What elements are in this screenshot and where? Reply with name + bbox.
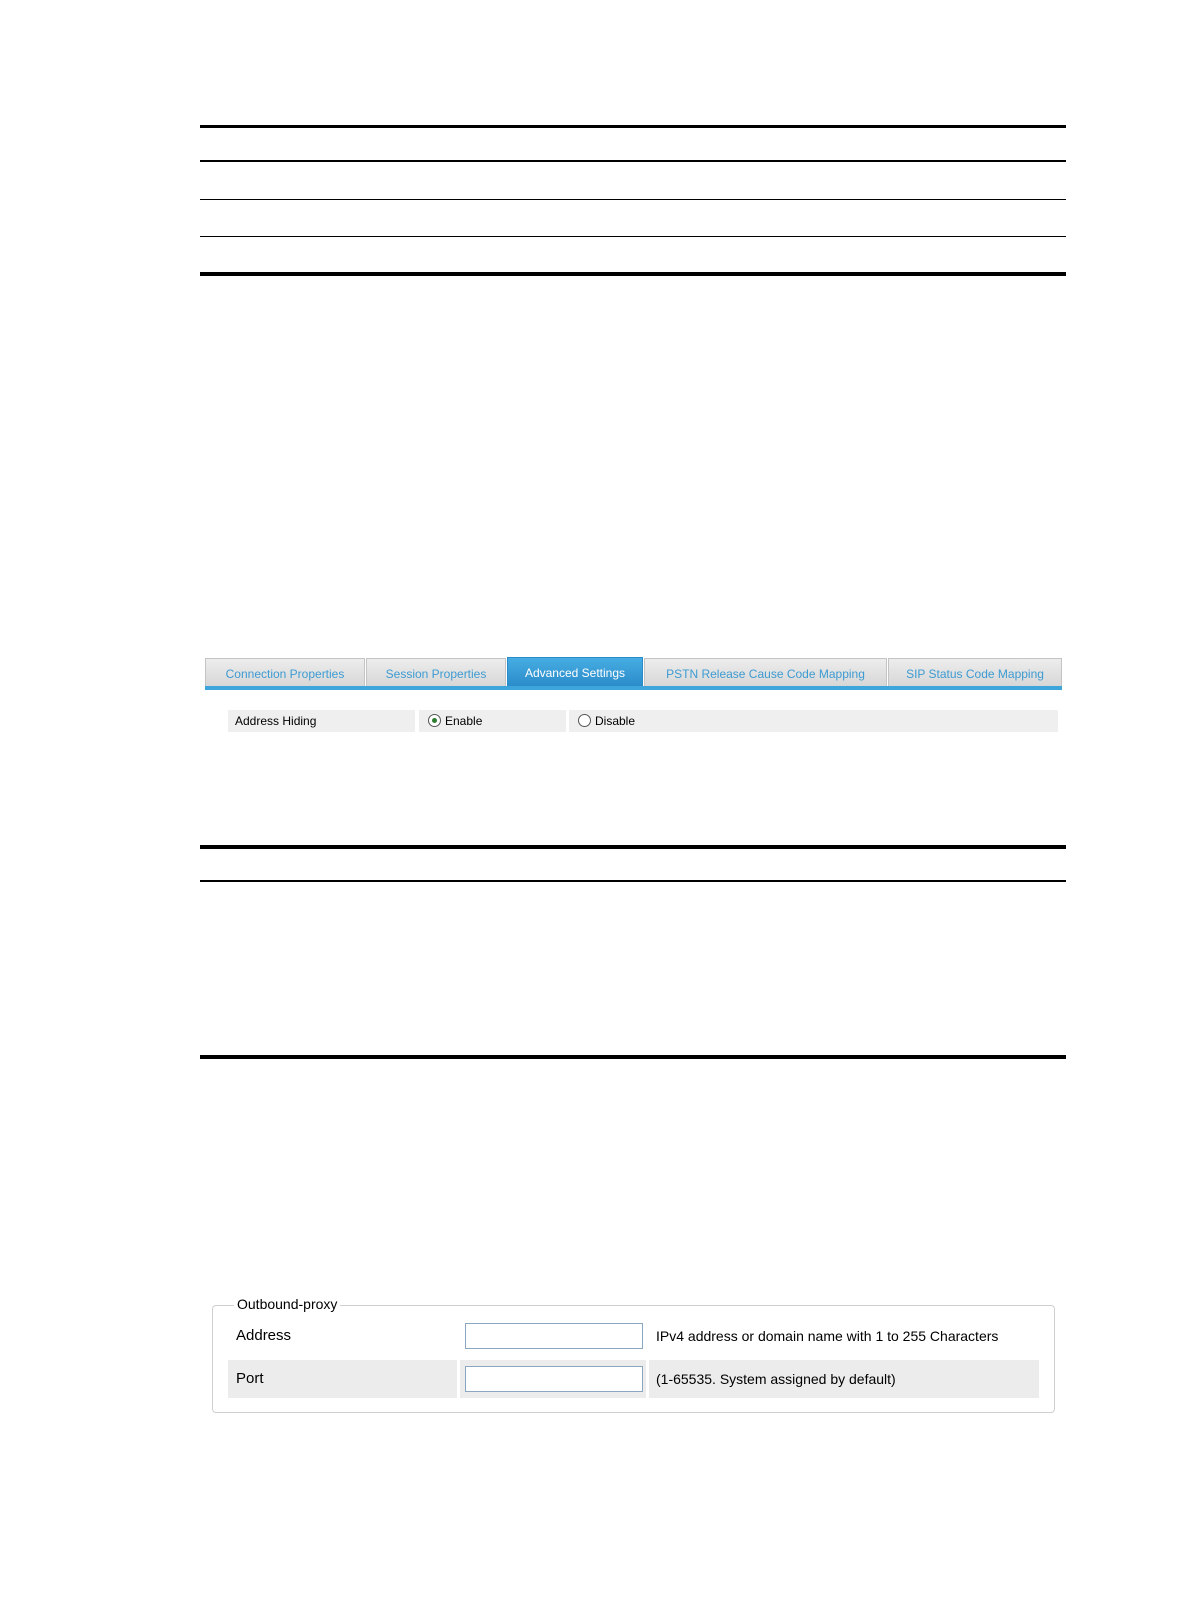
port-hint: (1-65535. System assigned by default): [656, 1371, 896, 1387]
table-bottom-border: [200, 1055, 1066, 1059]
tab-pstn-release-cause-code-mapping[interactable]: PSTN Release Cause Code Mapping: [644, 658, 887, 687]
enable-radio[interactable]: [428, 714, 441, 727]
tab-underline: [205, 686, 1062, 690]
outbound-proxy-legend: Outbound-proxy: [234, 1295, 340, 1313]
port-label: Port: [236, 1370, 264, 1387]
address-label: Address: [236, 1327, 292, 1344]
port-input[interactable]: [465, 1366, 643, 1392]
address-input[interactable]: [465, 1323, 643, 1349]
disable-radio-option[interactable]: [578, 714, 635, 728]
address-hiding-label: Address Hiding: [235, 714, 317, 728]
disable-radio-label: Disable: [595, 714, 636, 728]
enable-radio-option[interactable]: [428, 714, 482, 728]
tab-advanced-settings[interactable]: Advanced Settings: [507, 657, 643, 687]
address-hiding-label-cell: [228, 710, 415, 732]
table-row-divider: [200, 236, 1066, 237]
disable-radio[interactable]: [578, 714, 591, 727]
tab-connection-properties[interactable]: Connection Properties: [205, 658, 365, 687]
table-header-divider: [200, 160, 1066, 162]
tab-sip-status-code-mapping[interactable]: SIP Status Code Mapping: [888, 658, 1062, 687]
address-hiding-disable-cell: [569, 710, 1058, 732]
table-row-divider: [200, 199, 1066, 200]
address-hiding-enable-cell: [419, 710, 566, 732]
table-header-divider: [200, 880, 1066, 882]
tab-session-properties[interactable]: Session Properties: [366, 658, 506, 687]
table-top-border: [200, 845, 1066, 849]
settings-tab-bar: [205, 658, 1062, 690]
enable-radio-label: Enable: [445, 714, 483, 728]
table-bottom-border: [200, 272, 1066, 276]
address-hint: IPv4 address or domain name with 1 to 255 Characters: [656, 1328, 999, 1344]
table-top-border: [200, 125, 1066, 128]
